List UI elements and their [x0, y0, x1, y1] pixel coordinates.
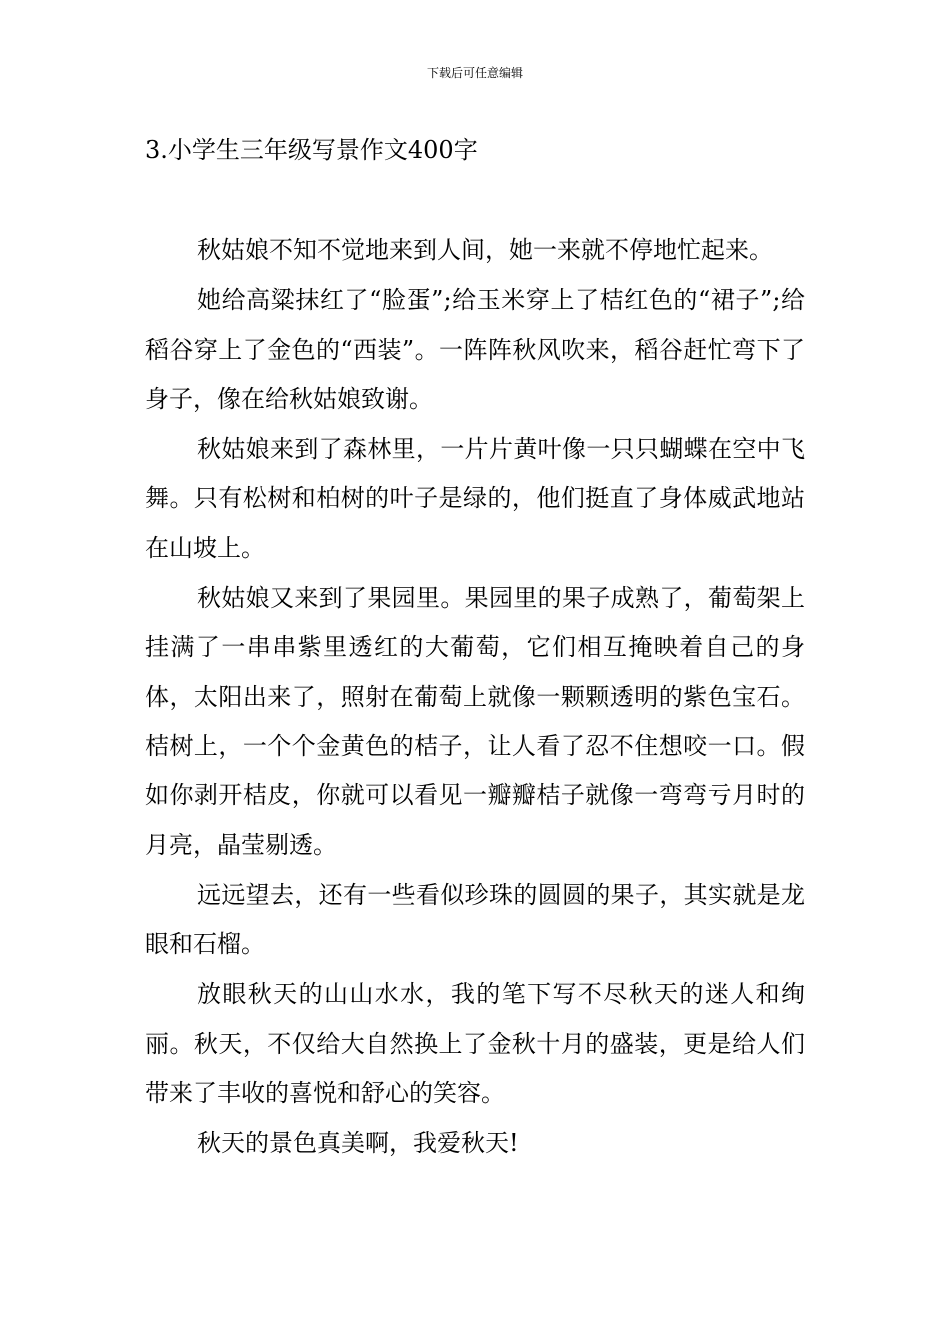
page-title: 3.小学生三年级写景作文400字: [145, 136, 478, 164]
paragraph: 秋姑娘来到了森林里，一片片黄叶像一只只蝴蝶在空中飞舞。只有松树和柏树的叶子是绿的，他们挺直了身体威武地站在山坡上。: [145, 435, 805, 562]
paragraph: 秋天的景色真美啊，我爱秋天!: [197, 1129, 519, 1158]
paragraph: 秋姑娘又来到了果园里。果园里的果子成熟了，葡萄架上挂满了一串串紫里透红的大葡萄，它们相互掩映着自己的身体，太阳出来了，照射在葡萄上就像一颗颗透明的紫色宝石。桔树上，一个个金黄色的桔子，让人看了忍不住想咬一口。假如你剥开桔皮，你就可以看见一瓣瓣桔子就像一弯弯亏月时的月亮，晶莹剔透。: [145, 584, 805, 859]
header-note: 下载后可任意编辑: [426, 66, 523, 80]
essay-body: [145, 226, 805, 1170]
paragraph: 远远望去，还有一些看似珍珠的圆圆的果子，其实就是龙眼和石榴。: [145, 880, 805, 959]
paragraph: 放眼秋天的山山水水，我的笔下写不尽秋天的迷人和绚丽。秋天，不仅给大自然换上了金秋十月的盛装，更是给人们带来了丰收的喜悦和舒心的笑容。: [145, 980, 805, 1108]
paragraph: 她给高粱抹红了“脸蛋”;给玉米穿上了桔红色的“裙子”;给稻谷穿上了金色的“西装”。一阵阵秋风吹来，稻谷赶忙弯下了身子，像在给秋姑娘致谢。: [145, 286, 805, 413]
paragraph: 秋姑娘不知不觉地来到人间，她一来就不停地忙起来。: [197, 236, 773, 264]
